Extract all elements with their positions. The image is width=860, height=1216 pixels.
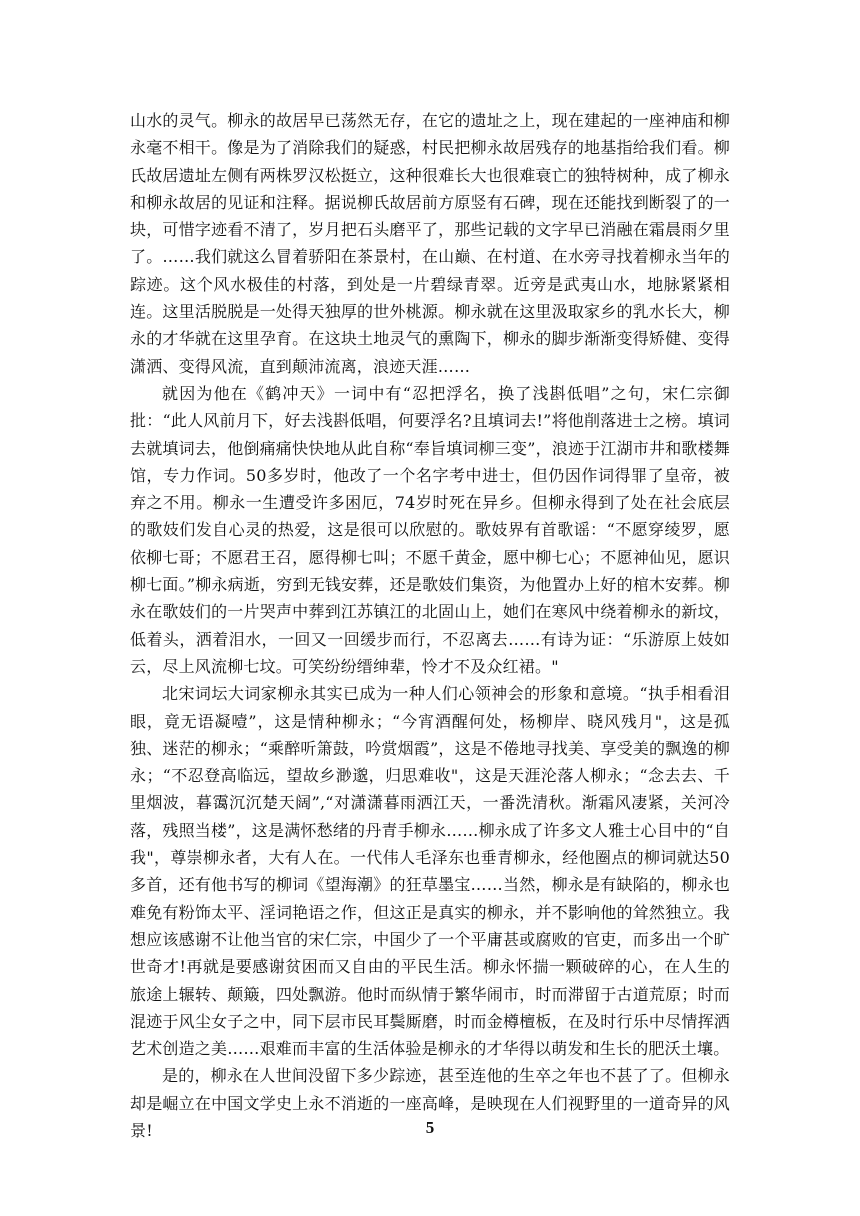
paragraph-3: 北宋词坛大词家柳永其实已成为一种人们心领神会的形象和意境。“执手相看泪眼，竟无语凝噎”，这是情种柳永；“今宵酒醒何处，杨柳岸、晓风残月"，这是孤独、迷茫的柳永；“乘醉听箫鼓，吟赏烟霞”，这是不倦地寻找美、享受美的飘逸的柳永；“不忍登高临远，望故乡渺邈，归思难收"，这是天涯沦落人柳永；“念去去、千里烟波，暮霭沉沉楚天阔”,“对潇潇暮雨洒江天，一番洗清秋。渐霜风凄紧，关河冷落，残照当楼”，这是满怀愁绪的丹青手柳永……柳永成了许多文人雅士心目中的“自我"，尊崇柳永者，大有人在。一代伟人毛泽东也垂青柳永，经他圈点的柳词就达50多首，还有他书写的柳词《望海潮》的狂草墨宝……当然，柳永是有缺陷的，柳永也难免有粉饰太平、淫词艳语之作，但这正是真实的柳永，并不影响他的耸然独立。我想应该感谢不让他当官的宋仁宗，中国少了一个平庸甚或腐败的官吏，而多出一个旷世奇才!再就是要感谢贫困而又自由的平民生活。柳永怀揣一颗破碎的心，在人生的旅途上辗转、颠簸，四处飘游。他时而纵情于繁华闹市，时而滞留于古道荒原；时而混迹于风尘女子之中，同下层市民耳鬓厮磨，时而金樽檀板，在及时行乐中尽情挥洒艺术创造之美……艰难而丰富的生活体验是柳永的才华得以萌发和生长的肥沃土壤。 (130, 684, 730, 1059)
paragraph-1: 山水的灵气。柳永的故居早已荡然无存，在它的遗址之上，现在建起的一座神庙和柳永毫不相干。像是为了消除我们的疑惑，村民把柳永故居残存的地基指给我们看。柳氏故居遗址左侧有两株罗汉松挺立，这种很难长大也很难衰亡的独特树种，成了柳永和柳永故居的见证和注释。据说柳氏故居前方原竖有石碑，现在还能找到断裂了的一块，可惜字迹看不清了，岁月把石头磨平了，那些记载的文字早已消融在霜晨雨夕里了。……我们就这么冒着骄阳在茶景村，在山巅、在村道、在水旁寻找着柳永当年的踪迹。这个风水极佳的村落，到处是一片碧绿青翠。近旁是武夷山水，地脉紧紧相连。这里活脱脱是一处得天独厚的世外桃源。柳永就在这里汲取家乡的乳水长大，柳永的才华就在这里孕育。在这块土地灵气的熏陶下，柳永的脚步渐渐变得矫健、变得潇洒、变得风流，直到颠沛流离，浪迹天涯…… (130, 111, 730, 376)
paragraph-4: 是的，柳永在人世间没留下多少踪迹，甚至连他的生卒之年也不甚了了。但柳永却是崛立在中国文学史上永不消逝的一座高峰，是映现在人们视野里的一道奇异的风景! (130, 1066, 730, 1140)
page-number: 5 (425, 1118, 435, 1137)
paragraph-2: 就因为他在《鹤冲天》一词中有“忍把浮名，换了浅斟低唱”之句，宋仁宗御批：“此人风前月下，好去浅斟低唱，何要浮名?且填词去!”将他削落进士之榜。填词去就填词去，他倒痛痛快快地从此自称“奉旨填词柳三变”，浪迹于江湖市井和歌楼舞馆，专力作词。50多岁时，他改了一个名字考中进士，但仍因作词得罪了皇帝，被弃之不用。柳永一生遭受许多困厄，74岁时死在异乡。但柳永得到了处在社会底层的歌妓们发自心灵的热爱，这是很可以欣慰的。歌妓界有首歌谣：“不愿穿绫罗，愿依柳七哥；不愿君王召，愿得柳七叫；不愿千黄金，愿中柳七心；不愿神仙见，愿识柳七面。”柳永病逝，穷到无钱安葬，还是歌妓们集资，为他置办上好的棺木安葬。柳永在歌妓们的一片哭声中葬到江苏镇江的北固山上，她们在寒风中绕着柳永的新坟，低着头，洒着泪水，一回又一回缓步而行，不忍离去……有诗为证：“乐游原上妓如云，尽上风流柳七坟。可笑纷纷缙绅辈，怜才不及众红裙。" (130, 383, 730, 676)
body-text (130, 107, 730, 1144)
